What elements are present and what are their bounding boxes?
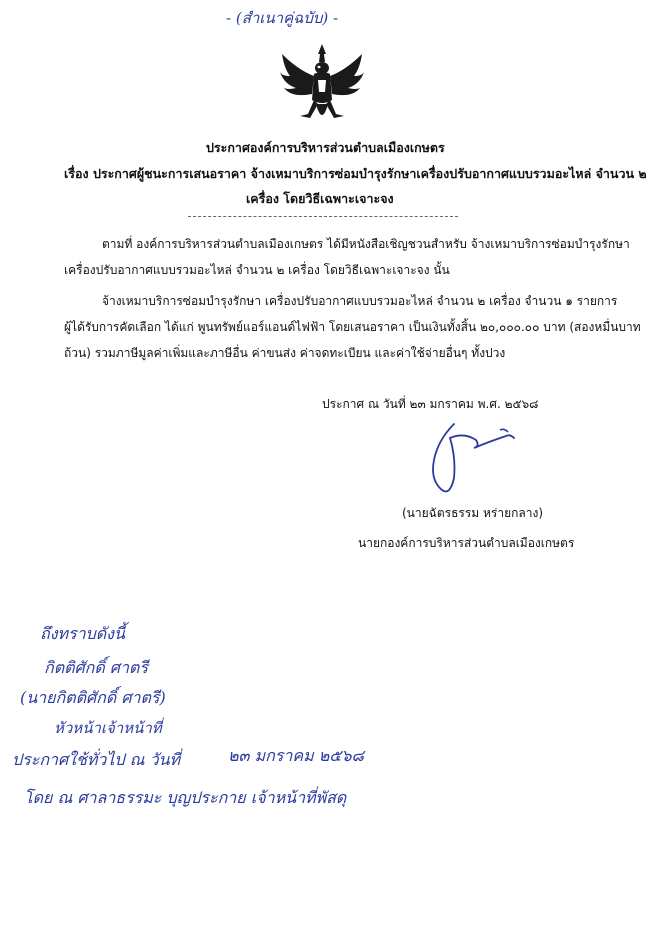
signature-mark (420, 418, 540, 498)
org-title: ประกาศองค์การบริหารส่วนตำบลเมืองเกษตร (206, 140, 445, 155)
handwritten-line-2: กิตติศักดิ์ ศาตรี (44, 658, 148, 677)
subject-line-1: เรื่อง ประกาศผู้ชนะการเสนอราคา จ้างเหมาบริการซ่อมบำรุงรักษาเครื่องปรับอากาศแบบรวมอะไหล่ จำนวน ๒ (64, 166, 647, 181)
handwritten-line-4: หัวหน้าเจ้าหน้าที่ (54, 719, 162, 737)
paragraph-2-line-2: ผู้ได้รับการคัดเลือก ได้แก่ พูนทรัพย์แอร์แอนด์ไฟฟ้า โดยเสนอราคา เป็นเงินทั้งสิ้น ๒๐,๐๐๐.๐๐ บาท (สองหมื่นบาท (64, 320, 641, 334)
divider (188, 216, 458, 217)
paragraph-1-line-2: เครื่องปรับอากาศแบบรวมอะไหล่ จำนวน ๒ เครื่อง โดยวิธีเฉพาะเจาะจง นั้น (64, 263, 450, 277)
handwritten-line-3: (นายกิตติศักดิ์ ศาตรี) (20, 688, 166, 707)
handwritten-line-1: ถึงทราบดังนี้ (40, 624, 125, 643)
handwritten-line-5-date: ๒๓ มกราคม ๒๕๖๘ (228, 746, 364, 765)
copy-note: - (สำเนาคู่ฉบับ) - (226, 9, 339, 27)
subject-line-2: เครื่อง โดยวิธีเฉพาะเจาะจง (246, 191, 394, 206)
paragraph-2-line-1: จ้างเหมาบริการซ่อมบำรุงรักษา เครื่องปรับอากาศแบบรวมอะไหล่ จำนวน ๒ เครื่อง จำนวน ๑ รายการ (102, 294, 618, 308)
paragraph-2-line-3: ถ้วน) รวมภาษีมูลค่าเพิ่มและภาษีอื่น ค่าขนส่ง ค่าจดทะเบียน และค่าใช้จ่ายอื่นๆ ทั้งปวง (64, 346, 506, 360)
handwritten-line-5: ประกาศใช้ทั่วไป ณ วันที่ (12, 750, 181, 769)
garuda-emblem-icon (278, 42, 366, 128)
paragraph-1-line-1: ตามที่ องค์การบริหารส่วนตำบลเมืองเกษตร ได้มีหนังสือเชิญชวนสำหรับ จ้างเหมาบริการซ่อมบำรุงรักษา (102, 237, 630, 251)
signer-name: (นายฉัตรธรรม หร่ายกลาง) (402, 506, 544, 520)
signer-position: นายกองค์การบริหารส่วนตำบลเมืองเกษตร (358, 536, 575, 550)
handwritten-line-6: โดย ณ ศาลาธรรมะ บุญประกาย เจ้าหน้าที่พัสดุ (24, 788, 347, 807)
announce-date: ประกาศ ณ วันที่ ๒๓ มกราคม พ.ศ. ๒๕๖๘ (322, 397, 539, 411)
